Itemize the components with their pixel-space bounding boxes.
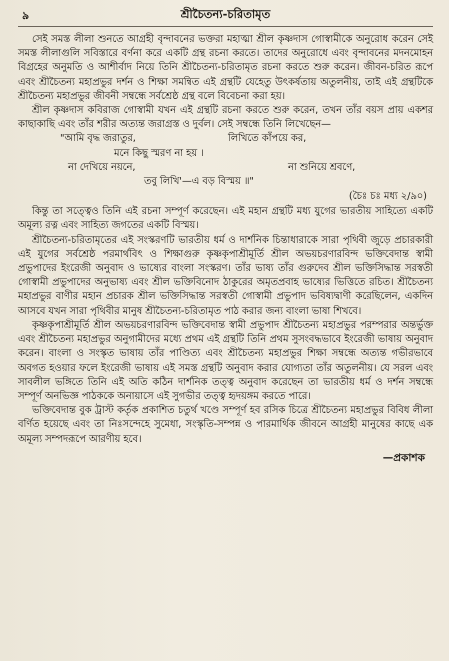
verse-block [18, 132, 433, 205]
page-number: ৯ [22, 9, 30, 22]
page-body [18, 27, 433, 465]
verse-line-4: না দেখিয়ে নয়নে, [68, 161, 136, 173]
running-title: শ্রীচৈতন্য-চরিতামৃত [180, 7, 271, 21]
paragraph-6: ভক্তিবেদান্ত বুক ট্রাস্ট কর্তৃক প্রকাশিত চতুর্থ খণ্ডে সম্পূর্ণ হব রসিক চিত্রে শ্রীচৈতন্য মহাপ্রভুর বিবিধ লীলা বর্ণিত হয়েছে এবং তা নিঃসন্দেহে সুমেধা, সংস্কৃতি-সম্পন্ন ও পারমার্থিক জীবনে আগ্রহী মানুষের কাছে এক অমূল্য সম্পদরূপে আরণীয় হবে। [18, 405, 433, 445]
verse-line-5: না শুনিয়ে শ্রবণে, [288, 161, 356, 173]
paragraph-4: শ্রীচৈতন্য-চরিতামৃতের এই সংস্করণটি ভারতীয় ধর্ম ও দার্শনিক চিন্তাধারাকে সারা পৃথিবী জুড়ে প্রচারকারী এই যুগের সর্বশ্রেষ্ঠ পরমার্থবিৎ ও শিক্ষাগুরু কৃষ্ণকৃপাশ্রীমূর্তি শ্রীল অভয়চরণারবিন্দ ভক্তিবেদান্ত স্বামী প্রভুপাদের ইংরেজী অনুবাদ ও ভাষ্যের বাংলা সংস্করণ। তাঁর ভাষ্য তাঁর গুরুদেব শ্রীল ভক্তিসিদ্ধান্ত সরস্বতী গোস্বামী প্রভুপাদের অনুভাষ্য এবং শ্রীল ভক্তিবিনোদ ঠাকুরের অমৃতপ্রবাহ ভাষ্যের ভিত্তিতে রচিত। শ্রীচৈতন্য মহাপ্রভুর বাণীর মহান প্রচারক শ্রীল ভক্তিসিদ্ধান্ত সরস্বতী গোস্বামী প্রভুপাদ ভবিষ্যদ্বাণী করেছিলেন, একদিন আসবে যখন সারা পৃথিবীর মানুষ শ্রীচৈতন্য-চরিতামৃত পাঠ করার জন্য বাংলা ভাষা শিখবে। [18, 234, 433, 317]
publisher-signature: —প্রকাশক [382, 451, 425, 464]
verse-line-3: মনে কিছু স্মরণ না হয় । [114, 147, 204, 159]
paragraph-2: শ্রীল কৃষ্ণদাস কবিরাজ গোস্বামী যখন এই গ্রন্থটি রচনা করতে শুরু করেন, তখন তাঁর বয়স প্রায় একশর কাছাকাছি এবং তাঁর শরীর অত্যন্ত জরাগ্রস্ত ও দুর্বল। সেই সম্বন্ধে তিনি লিখেছেন— [18, 105, 433, 131]
verse-line-6: তবু লিখি'—এ বড় বিস্ময় ॥" [144, 176, 254, 188]
verse-reference: (চৈঃ চঃ মধ্য ২/৯০) [348, 191, 427, 203]
verse-line-1: "আমি বৃদ্ধ জরাতুর, [60, 133, 136, 145]
page-header [18, 4, 433, 27]
paragraph-1: সেই সমস্ত লীলা শুনতে আগ্রহী বৃন্দাবনের ভক্তরা মহাত্মা শ্রীল কৃষ্ণদাস গোস্বামীকে অনুরোধ করেন সেই সমস্ত লীলাগুলি সবিস্তারে বর্ণনা করে একটি গ্রন্থ রচনা করতে। তাদের অনুরোধে এবং বৃন্দাবনের মদনমোহন বিগ্রহের অনুমতি ও আশীর্বাদ নিয়ে তিনি শ্রীচৈতন্য-চরিতামৃত রচনা করতে শুরু করেন। জীবন-চরিত রূপে এবং শ্রীচৈতন্য মহাপ্রভুর দর্শন ও শিক্ষা সমন্বিত এই গ্রন্থটি যেহেতু উৎকর্ষতায় অতুলনীয়, তাই এই গ্রন্থটিকে শ্রীচৈতন্য মহাপ্রভুর জীবনী সম্বন্ধে সর্বশ্রেষ্ঠ গ্রন্থ বলে বিবেচনা করা হয়। [18, 34, 433, 102]
verse-line-2: লিখিতে কাঁপয়ে কর, [228, 133, 307, 145]
paragraph-5: কৃষ্ণকৃপাশ্রীমূর্তি শ্রীল অভয়চরণারবিন্দ ভক্তিবেদান্ত স্বামী প্রভুপাদ শ্রীচৈতন্য মহাপ্রভুর পরম্পরার অন্তর্ভুক্ত এবং শ্রীচৈতন্য মহাপ্রভুর অনুগামীদের মধ্যে প্রথম এই গ্রন্থটি তিনি প্রথম সুসংবদ্ধভাবে ইংরেজী ভাষায় অনুবাদ করেন। বাংলা ও সংস্কৃত ভাষায় তাঁর পাণ্ডিত্য এবং শ্রীচৈতন্য মহাপ্রভুর শিক্ষা সম্বন্ধে অত্যন্ত গভীরভাবে অবগত হওয়ার ফলে ইংরেজী ভাষায় এই সমস্ত গ্রন্থটি অনুবাদ করার যোগ্যতা তাঁর অতুলনীয়। যে সরল এবং সাবলীল ভঙ্গিতে তিনি এই অতি কঠিন দার্শনিক তত্ত্ব অনুবাদ করেছেন তা ভারতীয় ধর্ম ও দর্শন সম্বন্ধে সম্পূর্ণ অনভিজ্ঞ পাঠককে অনায়াসে এই সুগভীর তত্ত্ব হৃদয়ঙ্গম করতে পারে। [18, 319, 433, 402]
paragraph-3: কিন্তু তা সত্ত্বেও তিনি এই রচনা সম্পূর্ণ করেছেন। এই মহান গ্রন্থটি মধ্য যুগের ভারতীয় সাহিত্যে একটি অমূল্য রত্ন এবং সাহিত্য জগতের একটি বিস্ময়। [18, 206, 433, 232]
